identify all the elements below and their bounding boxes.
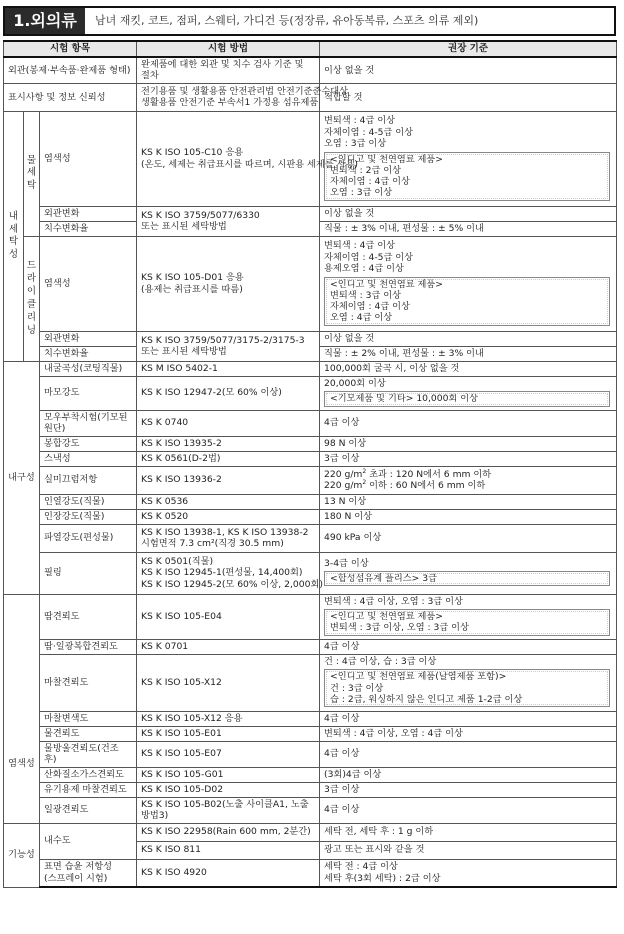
exception-box: <인디고 및 천연염료 제품(날염제품 포함)> 건 : 3급 이상 습 : 2급, 워싱하지 않은 인디고 제품 1-2급 이상 — [324, 669, 610, 707]
method-cell: KS K ISO 13938-1, KS K ISO 13938-2 시험면적 7.3 cm²(직경 30.5 mm) — [137, 524, 320, 552]
item-cell: 내굴곡성(코팅직물) — [40, 361, 137, 376]
standard-cell: 변퇴색 : 4급 이상, 오염 : 3급 이상 <인디고 및 천연염료 제품> 변퇴색 : 3급 이상, 오염 : 3급 이상 — [320, 594, 617, 639]
standard-cell: 4급 이상 — [320, 711, 617, 726]
standard-cell: 3급 이상 — [320, 782, 617, 797]
table-row — [4, 524, 617, 552]
item-cell: 땀·일광복합견뢰도 — [40, 639, 137, 654]
standard-cell: 20,000회 이상 <기모제품 및 기타> 10,000회 이상 — [320, 376, 617, 410]
method-cell: KS K ISO 3759/5077/3175-2/3175-3 또는 표시된 세탁방법 — [137, 331, 320, 361]
standard-cell: 98 N 이상 — [320, 436, 617, 451]
method-cell: KS K 0561(D-2법) — [137, 451, 320, 466]
method-cell: KS K ISO 4920 — [137, 859, 320, 887]
table-row — [4, 410, 617, 436]
item-cell: 모우부착시험(기모된 원단) — [40, 410, 137, 436]
item-cell: 일광견뢰도 — [40, 797, 137, 823]
section-description: 남녀 재킷, 코트, 점퍼, 스웨터, 가디건 등(정장류, 유아동복류, 스포츠 의류 제외) — [95, 14, 479, 28]
exception-box: <인디고 및 천연염료 제품> 변퇴색 : 3급 이상, 오염 : 3급 이상 — [324, 609, 610, 635]
method-cell: 완제품에 대한 외관 및 치수 검사 기준 및 절차 — [137, 57, 320, 84]
standard-cell: 490 kPa 이상 — [320, 524, 617, 552]
standard-cell: 220 $g/m^2$ 초과 : 120 N에서 6 mm 이하 220 $g/m^2$ 이하 : 60 N에서 6 mm 이하 — [320, 466, 617, 494]
standard-cell: 직물 : ± 2% 이내, 편성물 : ± 3% 이내 — [320, 346, 617, 361]
table-row — [4, 654, 617, 711]
standard-cell: 4급 이상 — [320, 797, 617, 823]
method-cell: KS K 0740 — [137, 410, 320, 436]
item-cell: 내수도 — [40, 823, 137, 859]
table-row — [4, 639, 617, 654]
item-cell: 표면 습윤 저항성 (스프레이 시험) — [40, 859, 137, 887]
exception-box: <기모제품 및 기타> 10,000회 이상 — [324, 391, 610, 406]
method-cell: KS K ISO 105-C10 응용 (온도, 세제는 취급표시를 따르며, 시판용 세제를 사용) — [137, 111, 320, 206]
standard-cell: 세탁 전 : 4급 이상 세탁 후(3회 세탁) : 2급 이상 — [320, 859, 617, 887]
standard-cell: 3-4급 이상 <합성섬유계 플리스> 3급 — [320, 552, 617, 594]
table-row — [4, 711, 617, 726]
table-row — [4, 726, 617, 741]
table-row — [4, 466, 617, 494]
method-cell: KS K ISO 105-X12 — [137, 654, 320, 711]
standard-cell: 직물 : ± 3% 이내, 편성물 : ± 5% 이내 — [320, 221, 617, 236]
method-cell: KS K ISO 105-B02(노출 사이클A1, 노출 방법3) — [137, 797, 320, 823]
standard-cell: 적합할 것 — [320, 83, 617, 111]
table-row — [4, 552, 617, 594]
item-cell: 염색성 — [40, 111, 137, 206]
column-header-standard: 권장 기준 — [320, 41, 617, 57]
group-label-durability: 내구성 — [4, 361, 40, 594]
standard-cell: 3급 이상 — [320, 451, 617, 466]
standard-cell: 4급 이상 — [320, 741, 617, 767]
test-standards-table — [3, 40, 617, 888]
method-cell: KS M ISO 5402-1 — [137, 361, 320, 376]
method-cell: KS K ISO 105-E07 — [137, 741, 320, 767]
item-cell: 외관(봉제·부속품·완제품 형태) — [4, 57, 137, 84]
table-header-row — [4, 41, 617, 57]
method-cell: KS K 0501(직물) KS K ISO 12945-1(편성물, 14,400회) KS K ISO 12945-2(모 60% 이상, 2,000회) — [137, 552, 320, 594]
item-cell: 외관변화 — [40, 331, 137, 346]
standard-cell: 4급 이상 — [320, 639, 617, 654]
standard-cell: 세탁 전, 세탁 후 : 1 g 이하 — [320, 823, 617, 841]
standard-cell: 180 N 이상 — [320, 509, 617, 524]
standard-cell: 건 : 4급 이상, 습 : 3급 이상 <인디고 및 천연염료 제품(날염제품 포함)> 건 : 3급 이상 습 : 2급, 워싱하지 않은 인디고 제품 1-2급 이상 — [320, 654, 617, 711]
group-label-functionality: 기능성 — [4, 823, 40, 887]
standard-cell: 이상 없을 것 — [320, 206, 617, 221]
item-cell: 산화질소가스견뢰도 — [40, 767, 137, 782]
table-row — [4, 57, 617, 84]
method-cell: KS K ISO 13935-2 — [137, 436, 320, 451]
standard-cell: 13 N 이상 — [320, 494, 617, 509]
exception-box: <인디고 및 천연염료 제품> 변퇴색 : 3급 이상 자체이염 : 4급 이상 오염 : 4급 이상 — [324, 277, 610, 326]
item-cell: 염색성 — [40, 236, 137, 331]
standard-cell: 4급 이상 — [320, 410, 617, 436]
item-cell: 마찰견뢰도 — [40, 654, 137, 711]
item-cell: 인열강도(직물) — [40, 494, 137, 509]
table-row — [4, 376, 617, 410]
item-cell: 스낵성 — [40, 451, 137, 466]
standard-cell: 변퇴색 : 4급 이상, 오염 : 4급 이상 — [320, 726, 617, 741]
method-cell: KS K ISO 105-D01 응용 (용제는 취급표시를 따름) — [137, 236, 320, 331]
method-cell: KS K 0520 — [137, 509, 320, 524]
table-row — [4, 206, 617, 221]
method-cell: KS K ISO 22958(Rain 600 mm, 2분간) — [137, 823, 320, 841]
section-number-title: 1.외의류 — [5, 8, 85, 34]
table-row — [4, 767, 617, 782]
table-row — [4, 823, 617, 841]
exception-box: <인디고 및 천연염료 제품> 변퇴색 : 2급 이상 자체이염 : 4급 이상 오염 : 3급 이상 — [324, 152, 610, 201]
item-cell: 봉합강도 — [40, 436, 137, 451]
item-cell: 표시사항 및 정보 신뢰성 — [4, 83, 137, 111]
group-label-washability: 내세탁성 — [4, 111, 24, 361]
table-row — [4, 859, 617, 887]
standard-cell: 변퇴색 : 4급 이상 자체이염 : 4-5급 이상 용제오염 : 4급 이상 <인디고 및 천연염료 제품> 변퇴색 : 3급 이상 자체이염 : 4급 이상 오염 : 4급 이상 — [320, 236, 617, 331]
table-row — [4, 436, 617, 451]
exception-box: <합성섬유계 플리스> 3급 — [324, 571, 610, 586]
table-row — [4, 797, 617, 823]
subgroup-label-water-wash: 물세탁 — [24, 111, 40, 236]
item-cell: 인장강도(직물) — [40, 509, 137, 524]
column-header-method: 시험 방법 — [137, 41, 320, 57]
standard-cell: 이상 없을 것 — [320, 57, 617, 84]
group-label-colorfastness: 염색성 — [4, 594, 40, 823]
table-row — [4, 361, 617, 376]
method-cell: KS K 0701 — [137, 639, 320, 654]
item-cell: 물견뢰도 — [40, 726, 137, 741]
item-cell: 땀견뢰도 — [40, 594, 137, 639]
standard-cell: 100,000회 굴곡 시, 이상 없을 것 — [320, 361, 617, 376]
table-row — [4, 594, 617, 639]
table-row — [4, 451, 617, 466]
method-cell: KS K ISO 12947-2(모 60% 이상) — [137, 376, 320, 410]
item-cell: 치수변화율 — [40, 346, 137, 361]
table-row — [4, 236, 617, 331]
standard-cell: 이상 없을 것 — [320, 331, 617, 346]
table-row — [4, 509, 617, 524]
table-row — [4, 83, 617, 111]
method-cell: 전기용품 및 생활용품 안전관리법 안전기준준수대상 생활용품 안전기준 부속서1 가정용 섬유제품 — [137, 83, 320, 111]
item-cell: 유기용제 마찰견뢰도 — [40, 782, 137, 797]
table-row — [4, 111, 617, 206]
standard-cell: 광고 또는 표시와 같을 것 — [320, 841, 617, 859]
method-cell: KS K 0536 — [137, 494, 320, 509]
item-cell: 실미끄럼저항 — [40, 466, 137, 494]
method-cell: KS K ISO 105-G01 — [137, 767, 320, 782]
method-cell: KS K ISO 3759/5077/6330 또는 표시된 세탁방법 — [137, 206, 320, 236]
item-cell: 물방울견뢰도(건조 후) — [40, 741, 137, 767]
method-cell: KS K ISO 105-E04 — [137, 594, 320, 639]
subgroup-label-dry-cleaning: 드라이클리닝 — [24, 236, 40, 361]
section-title-bar — [3, 6, 616, 36]
item-cell: 파열강도(편성물) — [40, 524, 137, 552]
table-row — [4, 741, 617, 767]
item-cell: 마모강도 — [40, 376, 137, 410]
method-cell: KS K ISO 811 — [137, 841, 320, 859]
method-cell: KS K ISO 13936-2 — [137, 466, 320, 494]
standard-cell: 변퇴색 : 4급 이상 자체이염 : 4-5급 이상 오염 : 3급 이상 <인디고 및 천연염료 제품> 변퇴색 : 2급 이상 자체이염 : 4급 이상 오염 : 3급 이상 — [320, 111, 617, 206]
item-cell: 필링 — [40, 552, 137, 594]
column-header-item: 시험 항목 — [4, 41, 137, 57]
method-cell: KS K ISO 105-D02 — [137, 782, 320, 797]
table-row — [4, 782, 617, 797]
table-row — [4, 494, 617, 509]
item-cell: 치수변화율 — [40, 221, 137, 236]
table-row — [4, 331, 617, 346]
standard-cell: (3회)4급 이상 — [320, 767, 617, 782]
item-cell: 외관변화 — [40, 206, 137, 221]
method-cell: KS K ISO 105-X12 응용 — [137, 711, 320, 726]
item-cell: 마찰변색도 — [40, 711, 137, 726]
method-cell: KS K ISO 105-E01 — [137, 726, 320, 741]
